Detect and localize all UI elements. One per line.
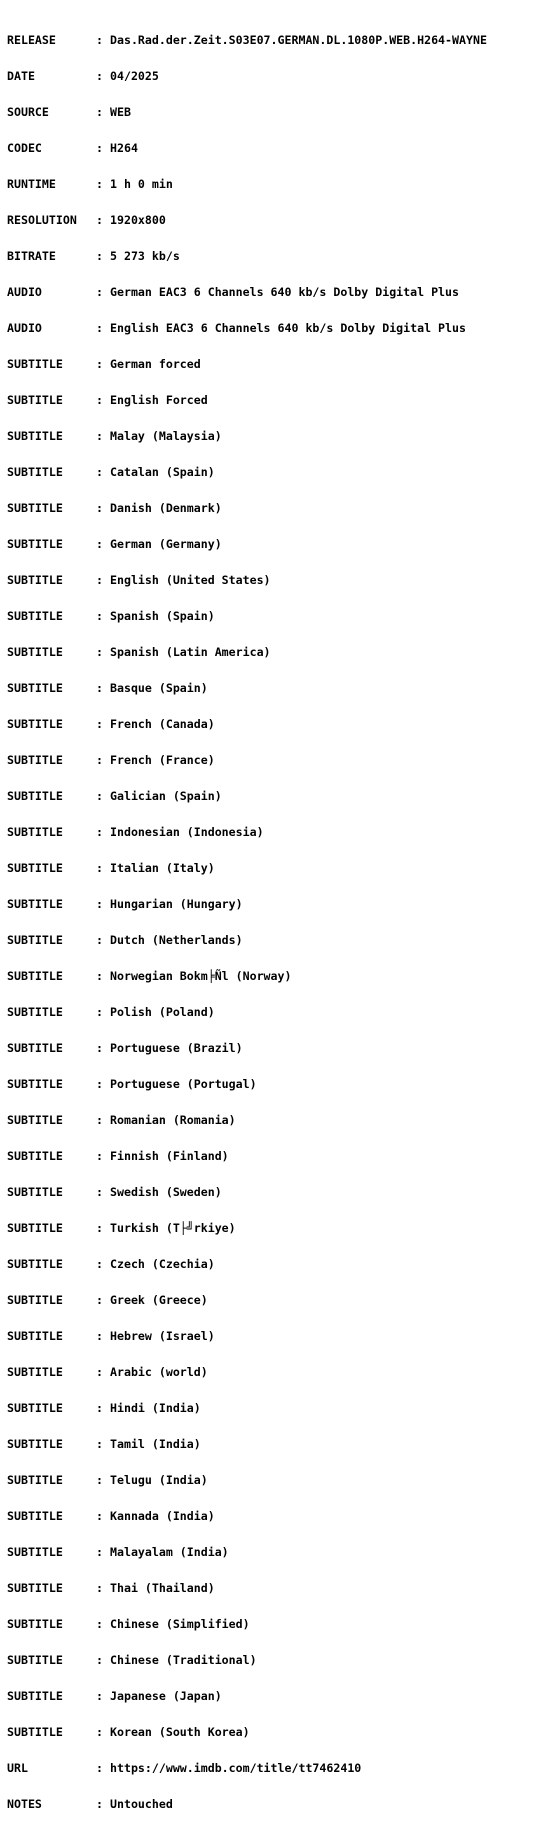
info-row-date [7, 70, 487, 82]
info-row-subtitle [7, 826, 487, 838]
field-label: SUBTITLE [7, 1077, 63, 1091]
field-separator: : [96, 1473, 103, 1487]
field-label: SUBTITLE [7, 393, 63, 407]
field-separator: : [96, 285, 103, 299]
field-value: Korean (South Korea) [110, 1725, 250, 1739]
field-value: French (France) [110, 753, 215, 767]
info-row-subtitle [7, 754, 487, 766]
info-row-subtitle [7, 898, 487, 910]
field-value: Greek (Greece) [110, 1293, 208, 1307]
field-separator: : [96, 1725, 103, 1739]
info-row-audio [7, 322, 487, 334]
field-label: SUBTITLE [7, 1689, 63, 1703]
info-row-subtitle [7, 1402, 487, 1414]
field-value: Thai (Thailand) [110, 1581, 215, 1595]
field-separator: : [96, 465, 103, 479]
field-value: Tamil (India) [110, 1437, 201, 1451]
field-label: SUBTITLE [7, 681, 63, 695]
field-value: Kannada (India) [110, 1509, 215, 1523]
field-value: Turkish (T├╝rkiye) [110, 1221, 236, 1235]
field-value: Chinese (Traditional) [110, 1653, 257, 1667]
field-separator: : [96, 1545, 103, 1559]
field-value: WEB [110, 105, 131, 119]
field-label: RESOLUTION [7, 213, 77, 227]
field-label: SUBTITLE [7, 1365, 63, 1379]
field-separator: : [96, 969, 103, 983]
field-separator: : [96, 1257, 103, 1271]
field-separator: : [96, 1077, 103, 1091]
field-label: SUBTITLE [7, 933, 63, 947]
field-value: Spanish (Spain) [110, 609, 215, 623]
field-value: Malayalam (India) [110, 1545, 229, 1559]
field-label: SUBTITLE [7, 1581, 63, 1595]
field-label: SUBTITLE [7, 1113, 63, 1127]
field-label: SUBTITLE [7, 645, 63, 659]
field-label: SUBTITLE [7, 789, 63, 803]
info-row-subtitle [7, 790, 487, 802]
field-label: SUBTITLE [7, 1473, 63, 1487]
field-label: SUBTITLE [7, 465, 63, 479]
field-label: SUBTITLE [7, 1653, 63, 1667]
field-label: SUBTITLE [7, 969, 63, 983]
info-row-subtitle [7, 358, 487, 370]
field-separator: : [96, 33, 103, 47]
field-label: SUBTITLE [7, 1401, 63, 1415]
info-row-subtitle [7, 502, 487, 514]
field-label: URL [7, 1761, 28, 1775]
field-label: SUBTITLE [7, 753, 63, 767]
field-value: https://www.imdb.com/title/tt7462410 [110, 1761, 362, 1775]
field-separator: : [96, 1365, 103, 1379]
field-value: Japanese (Japan) [110, 1689, 222, 1703]
field-label: SUBTITLE [7, 717, 63, 731]
field-value: Italian (Italy) [110, 861, 215, 875]
field-value: Romanian (Romania) [110, 1113, 236, 1127]
info-row-subtitle [7, 1510, 487, 1522]
field-label: RUNTIME [7, 177, 56, 191]
field-separator: : [96, 897, 103, 911]
field-label: SUBTITLE [7, 861, 63, 875]
field-value: Danish (Denmark) [110, 501, 222, 515]
info-row-subtitle [7, 682, 487, 694]
nfo-document [7, 10, 487, 1822]
field-separator: : [96, 1293, 103, 1307]
field-value: Hungarian (Hungary) [110, 897, 243, 911]
info-row-subtitle [7, 1438, 487, 1450]
field-value: German forced [110, 357, 201, 371]
field-value: Hindi (India) [110, 1401, 201, 1415]
field-label: AUDIO [7, 285, 42, 299]
info-row-runtime [7, 178, 487, 190]
field-separator: : [96, 717, 103, 731]
info-row-subtitle [7, 1114, 487, 1126]
field-separator: : [96, 1041, 103, 1055]
field-value: Finnish (Finland) [110, 1149, 229, 1163]
field-separator: : [96, 573, 103, 587]
info-row-source [7, 106, 487, 118]
field-label: DATE [7, 69, 35, 83]
field-separator: : [96, 357, 103, 371]
field-separator: : [96, 1437, 103, 1451]
field-label: SUBTITLE [7, 1725, 63, 1739]
field-value: Telugu (India) [110, 1473, 208, 1487]
info-row-subtitle [7, 862, 487, 874]
info-row-subtitle [7, 970, 487, 982]
field-separator: : [96, 609, 103, 623]
field-value: Polish (Poland) [110, 1005, 215, 1019]
field-label: SUBTITLE [7, 825, 63, 839]
field-label: SUBTITLE [7, 357, 63, 371]
field-separator: : [96, 1149, 103, 1163]
info-row-subtitle [7, 430, 487, 442]
field-label: SUBTITLE [7, 609, 63, 623]
field-separator: : [96, 1653, 103, 1667]
field-value: Swedish (Sweden) [110, 1185, 222, 1199]
field-label: SUBTITLE [7, 573, 63, 587]
info-row-subtitle [7, 934, 487, 946]
info-row-subtitle [7, 1726, 487, 1738]
field-value: H264 [110, 141, 138, 155]
field-label: SUBTITLE [7, 897, 63, 911]
field-separator: : [96, 537, 103, 551]
field-value: Spanish (Latin America) [110, 645, 271, 659]
info-row-subtitle [7, 1186, 487, 1198]
info-row-resolution [7, 214, 487, 226]
info-row-subtitle [7, 1222, 487, 1234]
field-separator: : [96, 1221, 103, 1235]
field-separator: : [96, 105, 103, 119]
field-value: Das.Rad.der.Zeit.S03E07.GERMAN.DL.1080P.WEB.H264-WAYNE [110, 33, 487, 47]
field-value: Dutch (Netherlands) [110, 933, 243, 947]
info-row-subtitle [7, 1258, 487, 1270]
info-row-notes [7, 1798, 487, 1810]
field-separator: : [96, 1329, 103, 1343]
info-row-subtitle [7, 1474, 487, 1486]
field-value: Arabic (world) [110, 1365, 208, 1379]
field-label: RELEASE [7, 33, 56, 47]
info-row-url [7, 1762, 487, 1774]
field-value: 5 273 kb/s [110, 249, 180, 263]
field-value: 1 h 0 min [110, 177, 173, 191]
field-value: Catalan (Spain) [110, 465, 215, 479]
field-separator: : [96, 645, 103, 659]
field-label: SUBTITLE [7, 1545, 63, 1559]
info-row-subtitle [7, 1690, 487, 1702]
field-value: Hebrew (Israel) [110, 1329, 215, 1343]
field-value: Indonesian (Indonesia) [110, 825, 264, 839]
field-separator: : [96, 1797, 103, 1811]
info-row-subtitle [7, 538, 487, 550]
field-separator: : [96, 177, 103, 191]
field-label: AUDIO [7, 321, 42, 335]
field-separator: : [96, 1509, 103, 1523]
field-separator: : [96, 1689, 103, 1703]
field-label: NOTES [7, 1797, 42, 1811]
info-row-subtitle [7, 1330, 487, 1342]
field-separator: : [96, 933, 103, 947]
info-row-codec [7, 142, 487, 154]
field-label: SUBTITLE [7, 429, 63, 443]
field-label: CODEC [7, 141, 42, 155]
info-row-subtitle [7, 1042, 487, 1054]
field-label: SUBTITLE [7, 1437, 63, 1451]
field-separator: : [96, 501, 103, 515]
field-separator: : [96, 1185, 103, 1199]
field-value: Czech (Czechia) [110, 1257, 215, 1271]
field-label: SUBTITLE [7, 501, 63, 515]
field-label: SUBTITLE [7, 537, 63, 551]
info-row-subtitle [7, 1366, 487, 1378]
field-separator: : [96, 1401, 103, 1415]
field-separator: : [96, 825, 103, 839]
field-separator: : [96, 393, 103, 407]
info-row-subtitle [7, 574, 487, 586]
field-label: SUBTITLE [7, 1293, 63, 1307]
field-label: SUBTITLE [7, 1149, 63, 1163]
info-row-subtitle [7, 1546, 487, 1558]
field-separator: : [96, 1617, 103, 1631]
info-row-audio [7, 286, 487, 298]
field-value: Norwegian Bokm╞Ñl (Norway) [110, 969, 292, 983]
field-value: 1920x800 [110, 213, 166, 227]
field-value: German (Germany) [110, 537, 222, 551]
field-label: SUBTITLE [7, 1041, 63, 1055]
field-separator: : [96, 1113, 103, 1127]
info-row-subtitle [7, 394, 487, 406]
field-label: SUBTITLE [7, 1185, 63, 1199]
field-separator: : [96, 213, 103, 227]
info-row-bitrate [7, 250, 487, 262]
field-value: Untouched [110, 1797, 173, 1811]
field-value: Portuguese (Brazil) [110, 1041, 243, 1055]
field-separator: : [96, 789, 103, 803]
field-value: Basque (Spain) [110, 681, 208, 695]
field-separator: : [96, 69, 103, 83]
info-row-subtitle [7, 1294, 487, 1306]
field-separator: : [96, 753, 103, 767]
field-separator: : [96, 861, 103, 875]
field-label: SOURCE [7, 105, 49, 119]
info-row-subtitle [7, 1078, 487, 1090]
info-row-subtitle [7, 1006, 487, 1018]
field-label: SUBTITLE [7, 1329, 63, 1343]
field-value: 04/2025 [110, 69, 159, 83]
info-row-subtitle [7, 718, 487, 730]
info-row-subtitle [7, 1654, 487, 1666]
field-value: Galician (Spain) [110, 789, 222, 803]
field-value: Chinese (Simplified) [110, 1617, 250, 1631]
field-separator: : [96, 1761, 103, 1775]
field-label: SUBTITLE [7, 1509, 63, 1523]
info-row-subtitle [7, 1582, 487, 1594]
info-row-subtitle [7, 610, 487, 622]
field-value: Malay (Malaysia) [110, 429, 222, 443]
field-separator: : [96, 141, 103, 155]
field-value: English (United States) [110, 573, 271, 587]
field-label: SUBTITLE [7, 1617, 63, 1631]
field-value: English EAC3 6 Channels 640 kb/s Dolby Digital Plus [110, 321, 466, 335]
field-separator: : [96, 1005, 103, 1019]
field-value: French (Canada) [110, 717, 215, 731]
info-row-subtitle [7, 1150, 487, 1162]
info-row-subtitle [7, 646, 487, 658]
field-value: Portuguese (Portugal) [110, 1077, 257, 1091]
field-label: BITRATE [7, 249, 56, 263]
field-separator: : [96, 249, 103, 263]
field-label: SUBTITLE [7, 1005, 63, 1019]
field-label: SUBTITLE [7, 1257, 63, 1271]
info-row-subtitle [7, 466, 487, 478]
field-separator: : [96, 429, 103, 443]
field-separator: : [96, 321, 103, 335]
field-value: English Forced [110, 393, 208, 407]
info-row-subtitle [7, 1618, 487, 1630]
field-value: German EAC3 6 Channels 640 kb/s Dolby Digital Plus [110, 285, 460, 299]
info-row-release [7, 34, 487, 46]
field-separator: : [96, 1581, 103, 1595]
field-label: SUBTITLE [7, 1221, 63, 1235]
field-separator: : [96, 681, 103, 695]
